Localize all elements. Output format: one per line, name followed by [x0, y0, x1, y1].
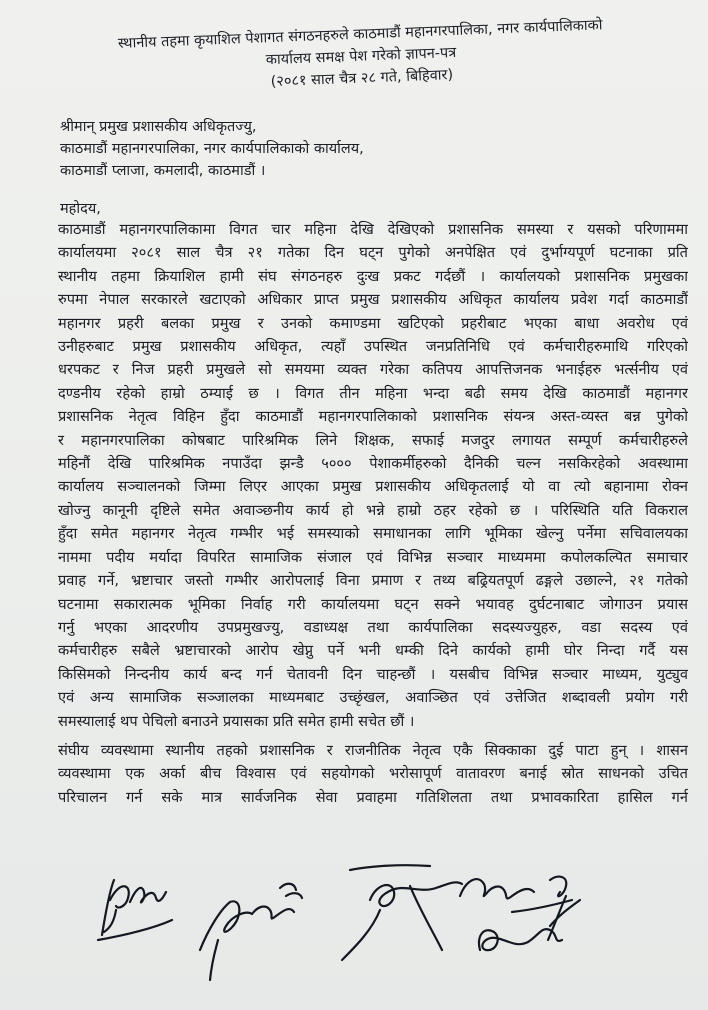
salutation: महोदय, — [60, 201, 101, 217]
body-line: रुपमा नेपाल सरकारले खटाएको अधिकार प्राप्त प्रमुख प्रशासकीय अधिकृत कार्यालय प्रवेश गर्दा काठमाडौं — [58, 291, 688, 309]
body-line: स्थानीय तहमा क्रियाशिल हामी संघ संगठनहरु दुःख प्रकट गर्दछौं । कार्यालयको प्रशासनिक प्रमुखका — [58, 267, 688, 285]
body-line: किसिमको निन्दनीय कार्य बन्द गर्न चेतावनी दिन चाहन्छौं । यसबीच विभिन्न सञ्चार माध्यम, युट्युव — [58, 665, 688, 683]
body-line: हुँदा समेत महानगर नेतृत्व गम्भीर भई समस्याको समाधानका लागि भूमिका खेल्नु पर्नेमा सचिवालयका — [58, 525, 688, 543]
address-line-2: काठमाडौं महानगरपालिका, नगर कार्यपालिकाको कार्यालय, — [60, 141, 364, 157]
paragraph-1 — [58, 218, 688, 733]
body-line: दण्डनीय रहेको हाम्रो ठम्याई छ । विगत तीन महिना भन्दा बढी समय देखि काठमाडौं महानगर — [58, 384, 688, 402]
signature-1 — [98, 880, 172, 940]
body-line: प्रशासनिक नेतृत्व विहिन हुँदा काठमाडौं महानगरपालिकाको प्रशासनिक संयन्त्र अस्त-व्यस्त बन्न पुगेको — [58, 408, 688, 426]
address-line-1: श्रीमान् प्रमुख प्रशासकीय अधिकृतज्यु, — [60, 119, 257, 135]
body-line: प्रवाह गर्ने, भ्रष्टाचार जस्तो गम्भीर आरोपलाई विना प्रमाण र तथ्य बढ्रियतपूर्ण ढङ्गले उछाल्ने, २१ गतेको — [58, 572, 688, 590]
body-line: समस्यालाई थप पेचिलो बनाउने प्रयासका प्रति समेत हामी सचेत छौं । — [58, 712, 415, 730]
recipient-address — [60, 116, 364, 182]
body-line: महिनौं देखि पारिश्रमिक नपाउँदा झन्डै ५००० पेशाकर्मीहरुको दैनिकी चल्न नसकिरहेको अवस्थामा — [58, 455, 688, 473]
heading-line-2: कार्यालय समक्ष पेश गरेको ज्ञापन-पत्र — [265, 44, 457, 69]
body-line: उनीहरुबाट प्रमुख प्रशासकीय अधिकृत, त्यहाँ उपस्थित जनप्रतिनिधि एवं कर्मचारीहरुमाथि गरिएको — [58, 338, 688, 356]
body-line: एवं अन्य सामाजिक सञ्जालका माध्यमबाट उच्छृंखल, अवाञ्छित एवं उत्तेजित शब्दावली प्रयोग गरी — [58, 689, 688, 707]
body-line: नाममा पदीय मर्यादा विपरित सामाजिक संजाल एवं विभिन्न सञ्चार माध्यममा कपोलकल्पित समाचार — [58, 548, 688, 566]
body-line: घटनामा सकारात्मक भूमिका निर्वाह गरी कार्यालयमा घट्न सक्ने भयावह दुर्घटनाबाट जोगाउन प्रयास — [58, 595, 688, 613]
signatures-area — [80, 840, 640, 1005]
body-line: कार्यालयमा २०८१ साल चैत्र २१ गतेका दिन घट्न पुगेको अनपेक्षित एवं दुर्भाग्यपूर्ण घटनाका प्रति — [58, 244, 688, 262]
heading-line-1: स्थानीय तहमा कृयाशिल पेशागत संगठनहरुले काठमाडौं महानगरपालिका, नगर कार्यपालिकाको — [117, 17, 603, 52]
letter-body — [58, 218, 688, 809]
body-line: कर्मचारीहरु सबैले भ्रष्टाचारको आरोप खेप्नु पर्ने भनी धम्की दिने कार्यको हामी घोर निन्दा गर्दै यस — [58, 642, 688, 660]
signature-4 — [460, 877, 572, 912]
body-line: व्यवस्थामा एक अर्का बीच विश्वास एवं सहयोगको भरोसापूर्ण वातावरण बनाई स्रोत साधनको उचित — [58, 765, 688, 783]
paragraph-2 — [58, 739, 688, 809]
body-line: परिचालन गर्न सके मात्र सार्वजनिक सेवा प्रवाहमा गतिशिलता तथा प्रभावकारिता हासिल गर्न — [58, 788, 688, 806]
body-line: गर्नु भएका आदरणीय उपप्रमुखज्यु, वडाध्यक्ष तथा कार्यपालिका सदस्यज्युहरु, वडा सदस्य एवं — [58, 618, 688, 636]
body-line: खोज्नु कानूनी दृष्टिले समेत अवाञ्छनीय कार्य हो भन्ने हाम्रो ठहर रहेको छ । परिस्थिति यति विकराल — [58, 501, 688, 519]
signature-2 — [200, 884, 302, 980]
body-line: कार्यालय सञ्चालनको जिम्मा लिएर आएका प्रमुख प्रशासकीय अधिकृतलाई यो वा त्यो बहानामा रोक्न — [58, 478, 688, 496]
signature-3 — [342, 865, 462, 960]
signature-5 — [479, 896, 580, 950]
body-line: संघीय व्यवस्थामा स्थानीय तहको प्रशासनिक र राजनीतिक नेतृत्व एकै सिक्काका दुई पाटा हुन् । शासन — [58, 741, 688, 759]
body-line: काठमाडौं महानगरपालिकामा विगत चार महिना देखि देखिएको प्रशासनिक समस्या र यसको परिणाममा — [58, 221, 688, 238]
body-line: महानगर प्रहरी बलका प्रमुख र उनको कमाण्डमा खटिएको प्रहरीबाट भएका बाधा अवरोध एवं — [58, 314, 688, 332]
address-line-3: काठमाडौं प्लाजा, कमलादी, काठमाडौं । — [60, 163, 266, 179]
document-heading — [90, 13, 632, 100]
body-line: धरपकट र निज प्रहरी प्रमुखले सो समयमा व्यक्त गरेका कतिपय आपत्तिजनक भनाईहरु भर्त्सनीय एवं — [58, 361, 688, 379]
body-line: र महानगरपालिका कोषबाट पारिश्रमिक लिने शिक्षक, सफाई मजदुर लगायत सम्पूर्ण कर्मचारीहरुले — [58, 431, 688, 449]
heading-line-3: (२०८१ साल चैत्र २८ गते, बिहिवार) — [270, 67, 454, 91]
